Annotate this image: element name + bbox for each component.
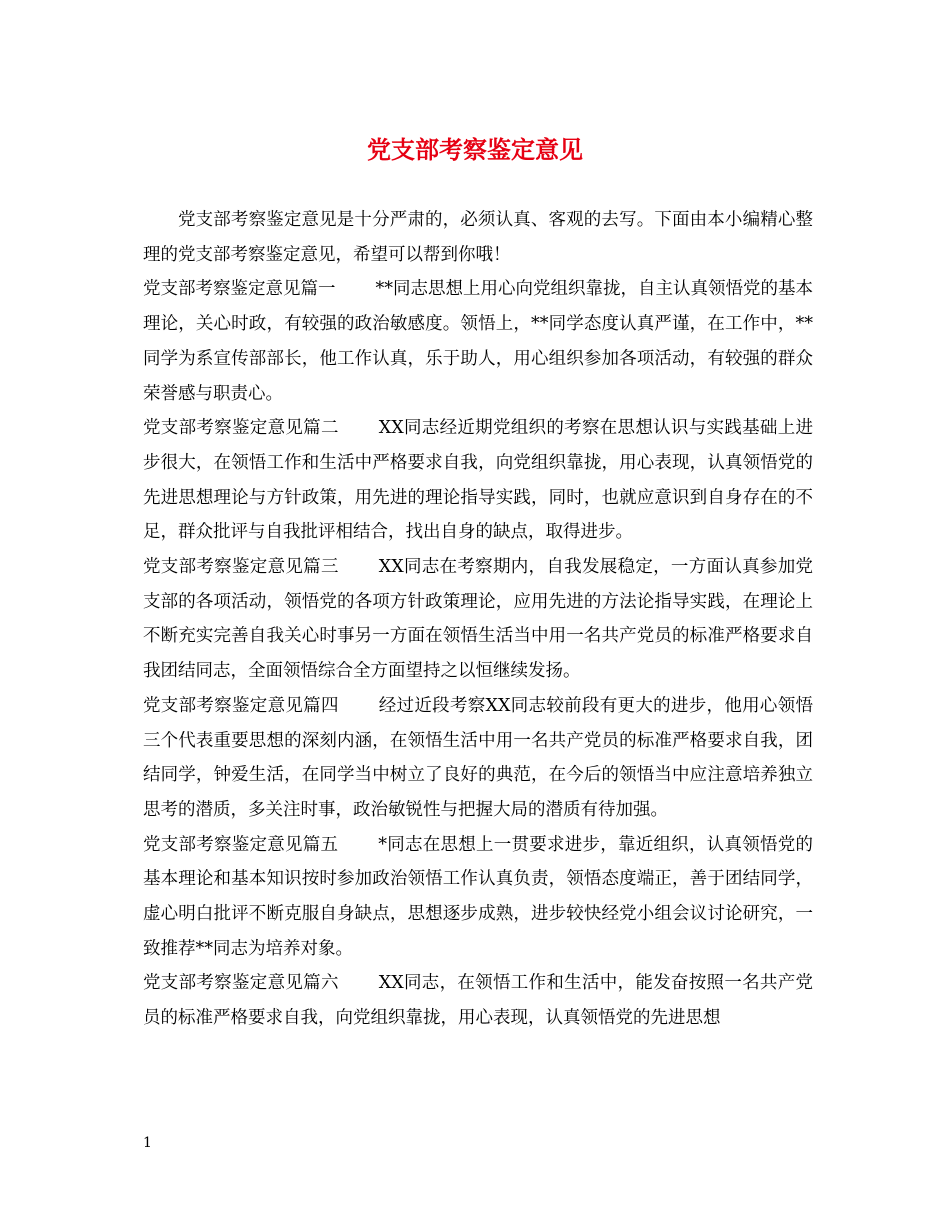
section-text: XX同志在考察期内，自我发展稳定，一方面认真参加党支部的各项活动，领悟党的各项方针政策理论，应用先进的方法论指导实践，在理论上不断充实完善自我关心时事另一方面在领悟生活当中用一名共产党员的标准严格要求自我团结同志，全面领悟综合全方面望持之以恒继续发扬。 bbox=[143, 557, 813, 682]
section-text: **同志思想上用心向党组织靠拢，自主认真领悟党的基本理论，关心时政，有较强的政治敏感度。领悟上，**同学态度认真严谨，在工作中，**同学为系宣传部部长，他工作认真，乐于助人，用心组织参加各项活动，有较强的群众荣誉感与职责心。 bbox=[143, 279, 813, 404]
section-label: 党支部考察鉴定意见篇四 bbox=[143, 695, 339, 716]
section-paragraph-1 bbox=[143, 272, 813, 411]
section-paragraph-6 bbox=[143, 966, 813, 1035]
section-label: 党支部考察鉴定意见篇六 bbox=[143, 973, 339, 994]
section-text: 经过近段考察XX同志较前段有更大的进步，他用心领悟三个代表重要思想的深刻内涵，在领悟生活中用一名共产党员的标准严格要求自我，团结同学，钟爱生活，在同学当中树立了良好的典范，在今后的领悟当中应注意培养独立思考的潜质，多关注时事，政治敏锐性与把握大局的潜质有待加强。 bbox=[143, 695, 813, 820]
section-label: 党支部考察鉴定意见篇五 bbox=[143, 834, 339, 855]
section-paragraph-2 bbox=[143, 411, 813, 550]
section-label: 党支部考察鉴定意见篇二 bbox=[143, 418, 339, 439]
intro-paragraph: 党支部考察鉴定意见是十分严肃的，必须认真、客观的去写。下面由本小编精心整理的党支部考察鉴定意见，希望可以帮到你哦！ bbox=[143, 210, 813, 265]
section-text: *同志在思想上一贯要求进步，靠近组织，认真领悟党的基本理论和基本知识按时参加政治领悟工作认真负责，领悟态度端正，善于团结同学，虚心明白批评不断克服自身缺点，思想逐步成熟，进步较快经党小组会议讨论研究，一致推荐**同志为培养对象。 bbox=[143, 834, 813, 959]
document-body bbox=[143, 203, 813, 1036]
section-paragraph-5 bbox=[143, 828, 813, 967]
section-paragraph-3 bbox=[143, 550, 813, 689]
section-label: 党支部考察鉴定意见篇一 bbox=[143, 279, 336, 300]
section-paragraph-4 bbox=[143, 689, 813, 828]
section-text: XX同志，在领悟工作和生活中，能发奋按照一名共产党员的标准严格要求自我，向党组织靠拢，用心表现，认真领悟党的先进思想 bbox=[143, 973, 813, 1029]
section-label: 党支部考察鉴定意见篇三 bbox=[143, 557, 339, 578]
document-title: 党支部考察鉴定意见 bbox=[367, 135, 583, 164]
page-number: 1 bbox=[143, 1135, 152, 1151]
section-text: XX同志经近期党组织的考察在思想认识与实践基础上进步很大，在领悟工作和生活中严格要求自我，向党组织靠拢，用心表现，认真领悟党的先进思想理论与方针政策，用先进的理论指导实践，同时，也就应意识到自身存在的不足，群众批评与自我批评相结合，找出自身的缺点，取得进步。 bbox=[143, 418, 813, 543]
